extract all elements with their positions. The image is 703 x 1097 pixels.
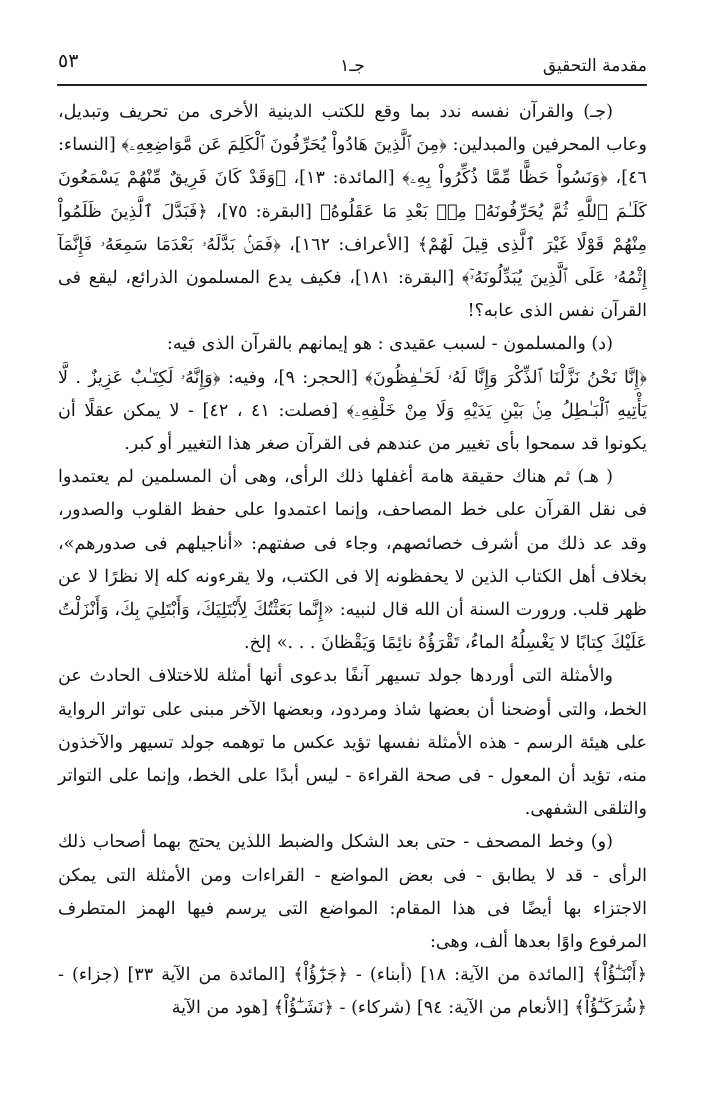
header-title: مقدمة التحقيق <box>542 56 647 76</box>
page-number: ٥٣ <box>58 50 79 72</box>
paragraph-ha: ( هـ) ثم هناك حقيقة هامة أغفلها ذلك الرأى، وهى أن المسلمين لم يعتمدوا فى نقل القرآن على خط المصاحف، وإنما اعتمدوا على حفظ القلوب والصدور، وقد عد ذلك من أشرف خصائصهم، وجاء فى صفتهم: «أناجيلهم فى صدورهم»، بخلاف أهل الكتاب الذين لا يحفظونه إلا فى الكتب، ولا يقرءونه كله إلا نظرًا لا عن ظهر قلب. ورورت السنة أن الله قال لنبيه: «إِنَّما بَعَثْتُكَ لِأَبْتَلِيَكَ، وَأَبْتَلِيَ بِكَ، وَأَنْزَلْتُ عَلَيْكَ كِتابًا لا يَغْسِلُهُ الماءُ، تَقْرَؤُهُ نائِمًا وَيَقْظانَ . . .» إلخ. <box>58 467 647 654</box>
paragraph-list: ﴿أَبْنَـٰٓؤُاْ﴾ [المائدة من الآية: ١٨] (أبناء) - ﴿جَزَٰٓؤُاْ﴾ [المائدة من الآية ٣٣] (جزاء) - ﴿شُرَكَـٰٓؤُاْ﴾ [الأنعام من الآية: ٩٤] (شركاء) - ﴿نَشَـٰٓؤُاْ﴾ [هود من الآية <box>58 965 648 1019</box>
page-header <box>58 48 647 78</box>
body-text <box>58 96 647 1026</box>
header-rule <box>57 84 647 86</box>
paragraph-waw: (و) وخط المصحف - حتى بعد الشكل والضبط اللذين يحتج بهما أصحاب ذلك الرأى - قد لا يطابق - فى بعض المواضع - القراءات ومن الأمثلة التى يمكن الاجتزاء بها أيضًا فى هذا المقام: المواضع التى يرسم فيها الهمز المتطرف المرفوع واوًا بعدها ألف، وهى: <box>58 832 647 953</box>
paragraph-examples: والأمثلة التى أوردها جولد تسيهر آنفًا بدعوى أنها أمثلة للاختلاف الحادث عن الخط، والتى أوضحنا أن بعضها شاذ ومردود، وبعضها الآخر مبنى على تواتر الرواية على هيئة الرسم - هذه الأمثلة نفسها تؤيد عكس ما توهمه جولد تسيهر والآخذون منه، تؤيد أن المعول - فى صحة القراءة - ليس أبدًا على الخط، وإنما على التواتر والتلقى الشفهى. <box>58 666 647 820</box>
paragraph-verses: ﴿إِنَّا نَحْنُ نَزَّلْنَا ٱلذِّكْرَ وَإِنَّا لَهُۥ لَحَـٰفِظُونَ﴾ [الحجر: ٩]، وفيه: ﴿وَإِنَّهُۥ لَكِتَـٰبٌ عَزِيزٌ . لَّا يَأْتِيهِ ٱلْبَـٰطِلُ مِنۢ بَيْنِ يَدَيْهِ وَلَا مِنْ خَلْفِهِۦ﴾ [فصلت: ٤١ ، ٤٢] - لا يمكن عقلًا أن يكونوا قد سمحوا بأى تغيير من عندهم فى القرآن صغر هذا التغيير أو كبر. <box>58 367 647 455</box>
paragraph-jim: (جـ) والقرآن نفسه ندد بما وقع للكتب الدينية الأخرى من تحريف وتبديل، وعاب المحرفين والمبدلين: ﴿مِنَ ٱلَّذِينَ هَادُواْ يُحَرِّفُونَ ٱلْكَلِمَ عَن مَّوَاضِعِهِۦ﴾ [النساء: ٤٦]، ﴿وَنَسُواْ حَظًّا مِّمَّا ذُكِّرُواْ بِهِۦ﴾ [المائدة: ١٣]، ﴿وَقَدْ كَانَ فَرِيقٌ مِّنْهُمْ يَسْمَعُونَ كَلَـٰمَ ٱللَّهِ ثُمَّ يُحَرِّفُونَهُۥ مِنۢ بَعْدِ مَا عَقَلُوهُ﴾ [البقرة: ٧٥]، ﴿فَبَدَّلَ ٱلَّذِينَ ظَلَمُواْ مِنْهُمْ قَوْلًا غَيْرَ ٱلَّذِى قِيلَ لَهُمْ﴾ [الأعراف: ١٦٢]، ﴿فَمَنۢ بَدَّلَهُۥ بَعْدَمَا سَمِعَهُۥ فَإِنَّمَآ إِثْمُهُۥ عَلَى ٱلَّذِينَ يُبَدِّلُونَهُۥٓ﴾ [البقرة: ١٨١]، فكيف يدع المسلمون الذرائع، ليقع فى القرآن نفس الذى عابه؟! <box>58 102 648 322</box>
paragraph-dal: (د) والمسلمون - لسبب عقيدى : هو إيمانهم بالقرآن الذى فيه: <box>166 334 613 355</box>
volume-label: جـ١ <box>340 56 365 76</box>
